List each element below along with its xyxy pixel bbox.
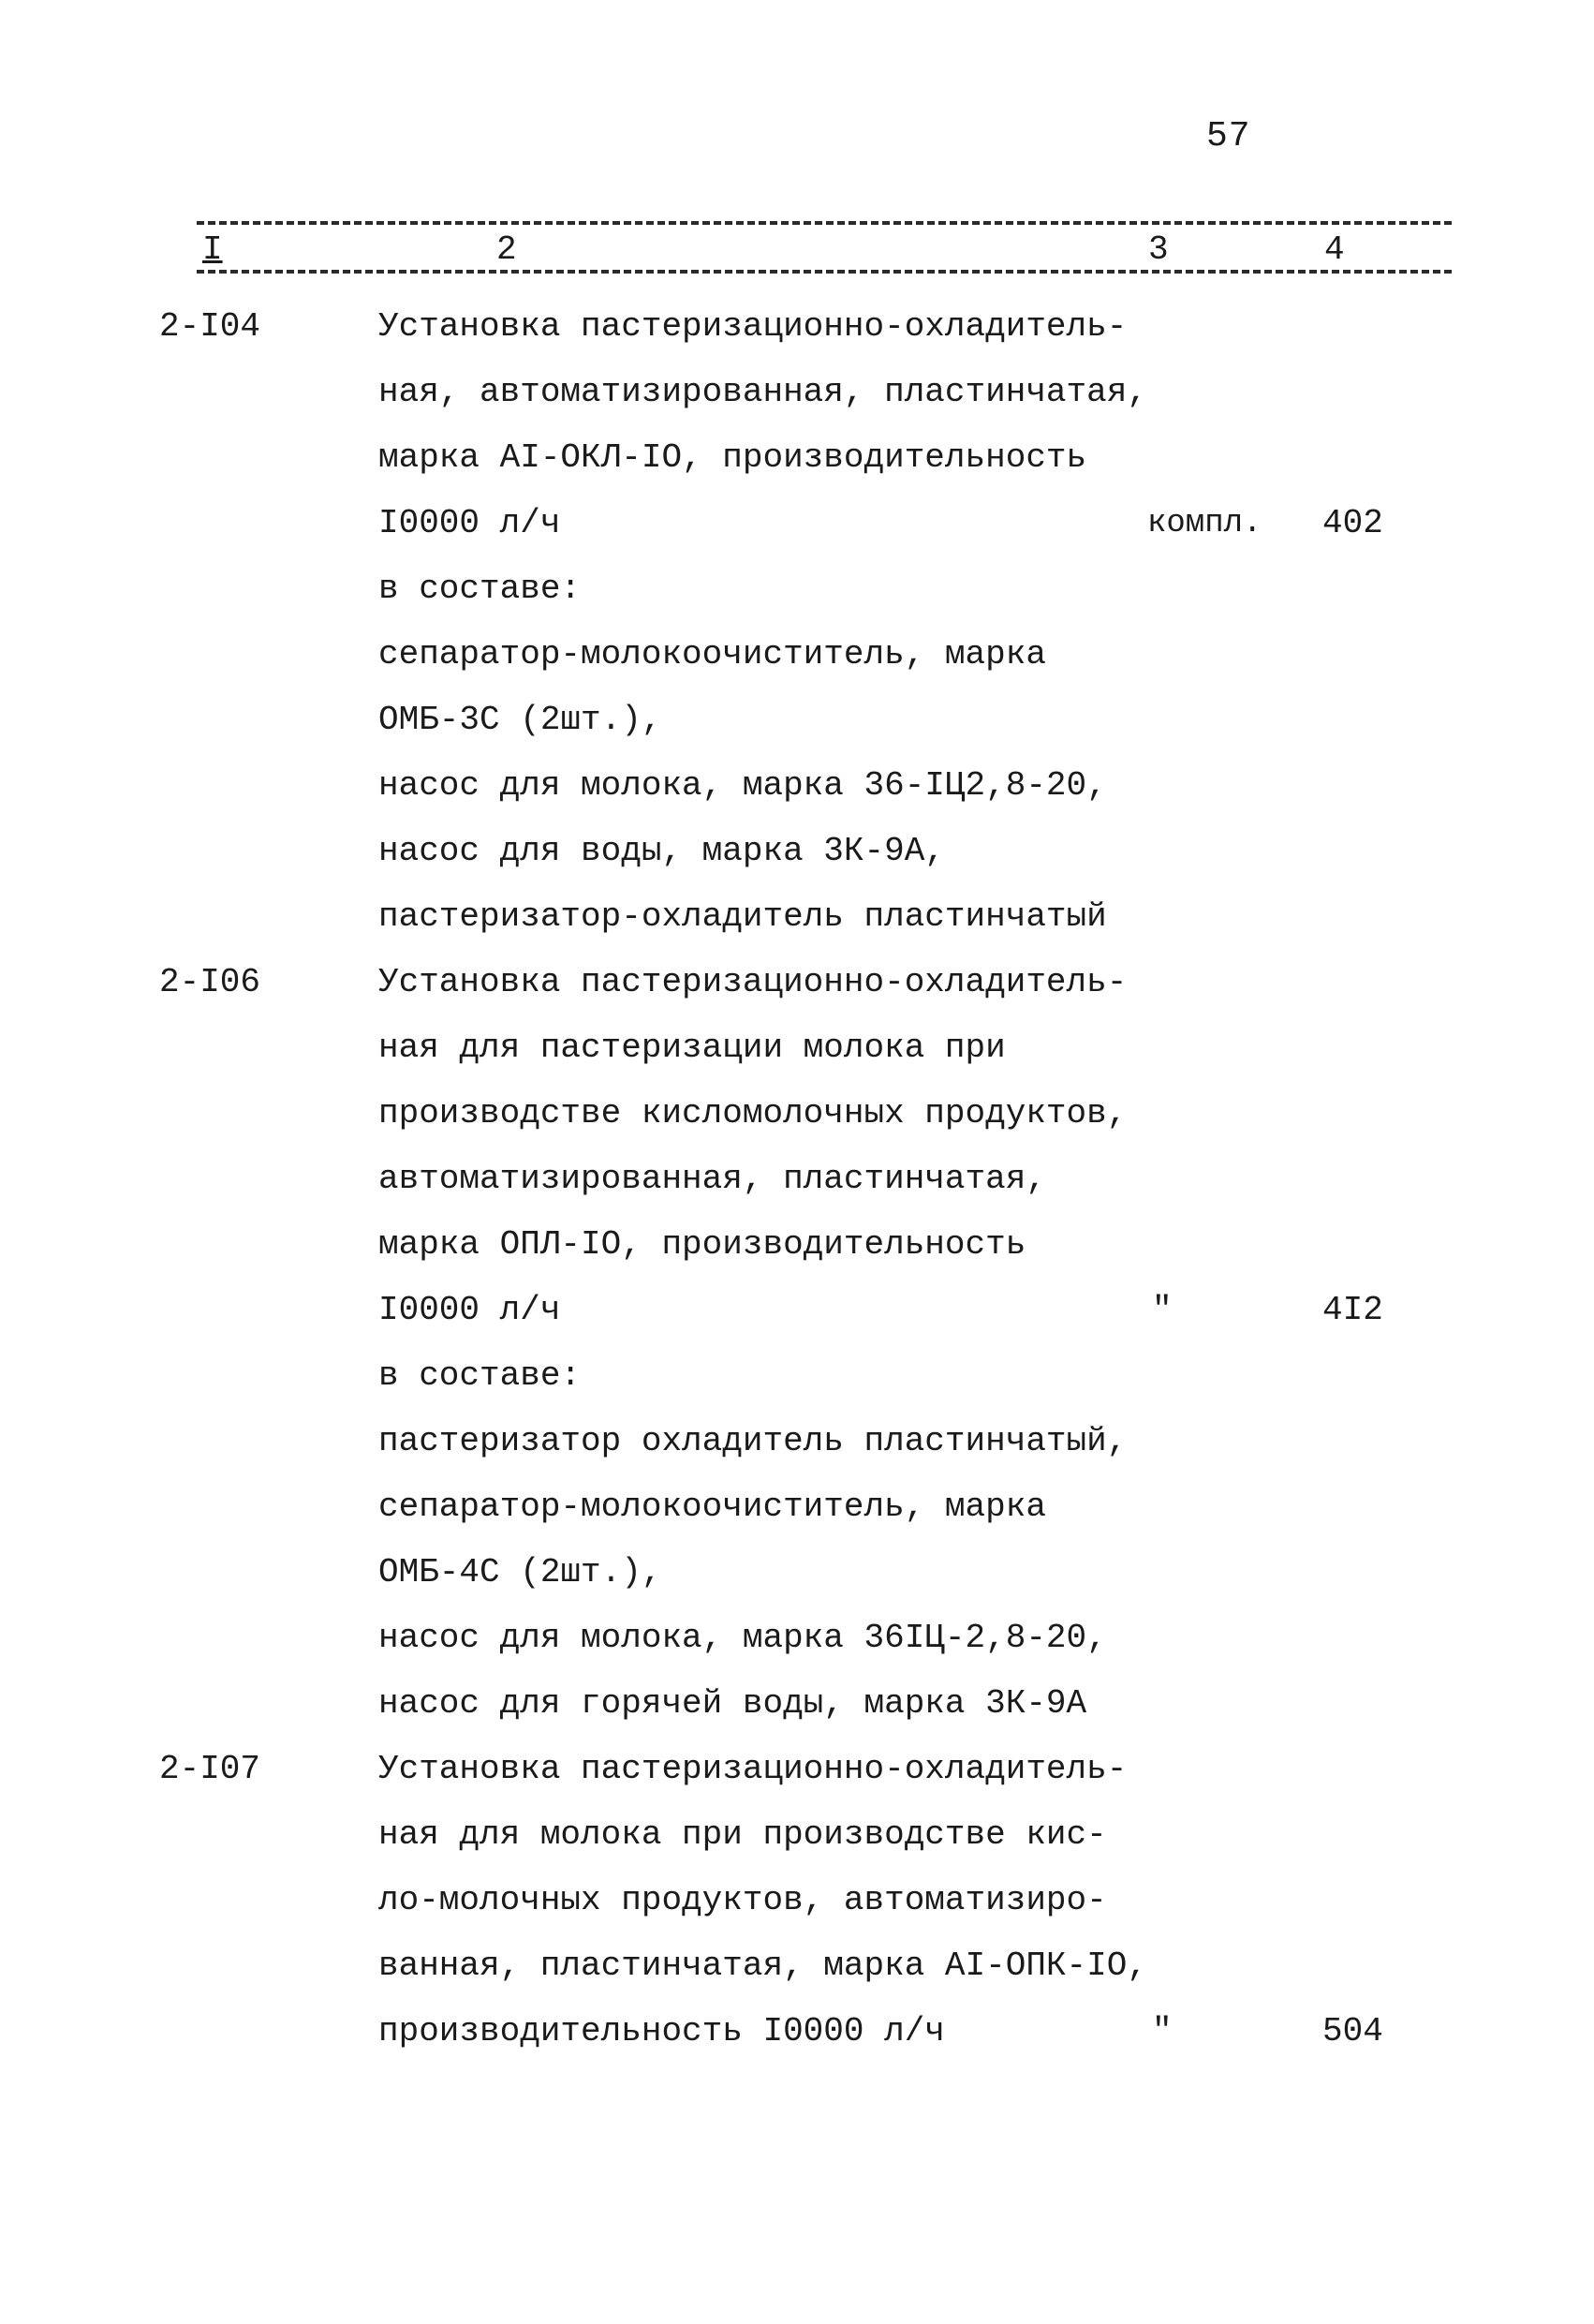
item-quantity: 504 — [1322, 2012, 1383, 2050]
item-unit: " — [1152, 1291, 1173, 1329]
row-line — [0, 819, 1594, 884]
header-dash-line-bottom — [197, 270, 1452, 274]
item-description-line: автоматизированная, пластинчатая, — [378, 1160, 1046, 1198]
row-line — [0, 1278, 1594, 1343]
row-line — [0, 1474, 1594, 1540]
row-line — [0, 1802, 1594, 1868]
item-code: 2-I07 — [159, 1750, 261, 1788]
item-description-line: I0000 л/ч — [378, 1291, 561, 1329]
equipment-table — [0, 294, 1594, 2065]
header-dash-line-top — [197, 221, 1452, 225]
row-line — [0, 491, 1594, 556]
item-description-line: сепаратор-молокоочиститель, марка — [378, 1488, 1046, 1526]
table-row — [0, 950, 1594, 1737]
row-line — [0, 884, 1594, 950]
column-header-4: 4 — [1324, 230, 1345, 269]
item-description-line: насос для горячей воды, марка 3К-9А — [378, 1684, 1087, 1723]
row-line — [0, 1212, 1594, 1278]
row-line — [0, 1015, 1594, 1081]
item-quantity: 402 — [1322, 504, 1383, 542]
item-description-line: ная для пастеризации молока при — [378, 1029, 1006, 1067]
item-description-line: насос для молока, марка 36IЦ-2,8-20, — [378, 1619, 1107, 1657]
item-description-line: Установка пастеризационно-охладитель- — [378, 1750, 1128, 1788]
item-description-line: насос для молока, марка 36-IЦ2,8-20, — [378, 766, 1107, 805]
row-line — [0, 1147, 1594, 1212]
item-description-line: ная, автоматизированная, пластинчатая, — [378, 373, 1147, 411]
item-code: 2-I06 — [159, 963, 261, 1001]
row-line — [0, 294, 1594, 360]
row-line — [0, 1540, 1594, 1606]
item-description-line: ОМБ-3С (2шт.), — [378, 701, 662, 739]
row-line — [0, 1606, 1594, 1671]
table-row — [0, 294, 1594, 950]
item-description-line: марка ОПЛ-IО, производительность — [378, 1225, 1026, 1264]
row-line — [0, 1999, 1594, 2065]
item-description-line: марка АI-ОКЛ-IО, производительность — [378, 438, 1087, 477]
item-description-line: в составе: — [378, 570, 582, 608]
row-line — [0, 950, 1594, 1015]
item-description-line: ОМБ-4С (2шт.), — [378, 1553, 662, 1591]
item-description-line: насос для воды, марка 3К-9А, — [378, 832, 945, 870]
item-description-line: Установка пастеризационно-охладитель- — [378, 307, 1128, 346]
item-description-line: пастеризатор охладитель пластинчатый, — [378, 1422, 1128, 1460]
column-header-2: 2 — [496, 230, 517, 269]
item-unit: " — [1152, 2012, 1173, 2050]
item-description-line: Установка пастеризационно-охладитель- — [378, 963, 1128, 1001]
item-description-line: в составе: — [378, 1356, 582, 1395]
column-header-3: 3 — [1148, 230, 1169, 269]
row-line — [0, 360, 1594, 425]
row-line — [0, 1933, 1594, 1999]
item-description-line: сепаратор-молокоочиститель, марка — [378, 635, 1046, 674]
row-line — [0, 1081, 1594, 1147]
row-line — [0, 1343, 1594, 1409]
item-description-line: производстве кисломолочных продуктов, — [378, 1094, 1128, 1132]
item-code: 2-I04 — [159, 307, 261, 346]
column-header-1: I — [202, 230, 223, 269]
item-description-line: I0000 л/ч — [378, 504, 561, 542]
row-line — [0, 556, 1594, 622]
row-line — [0, 753, 1594, 819]
row-line — [0, 1737, 1594, 1802]
item-description-line: пастеризатор-охладитель пластинчатый — [378, 897, 1107, 936]
item-description-line: ная для молока при производстве кис- — [378, 1815, 1107, 1854]
item-description-line: ванная, пластинчатая, марка АI-ОПК-IО, — [378, 1947, 1147, 1985]
item-description-line: производительность I0000 л/ч — [378, 2012, 945, 2050]
row-line — [0, 1671, 1594, 1737]
row-line — [0, 688, 1594, 753]
page-number: 57 — [1206, 116, 1251, 156]
item-quantity: 4I2 — [1322, 1291, 1383, 1329]
row-line — [0, 622, 1594, 688]
table-row — [0, 1737, 1594, 2065]
row-line — [0, 425, 1594, 491]
item-description-line: ло-молочных продуктов, автоматизиро- — [378, 1881, 1107, 1919]
row-line — [0, 1409, 1594, 1474]
item-unit: компл. — [1147, 506, 1262, 541]
row-line — [0, 1868, 1594, 1933]
